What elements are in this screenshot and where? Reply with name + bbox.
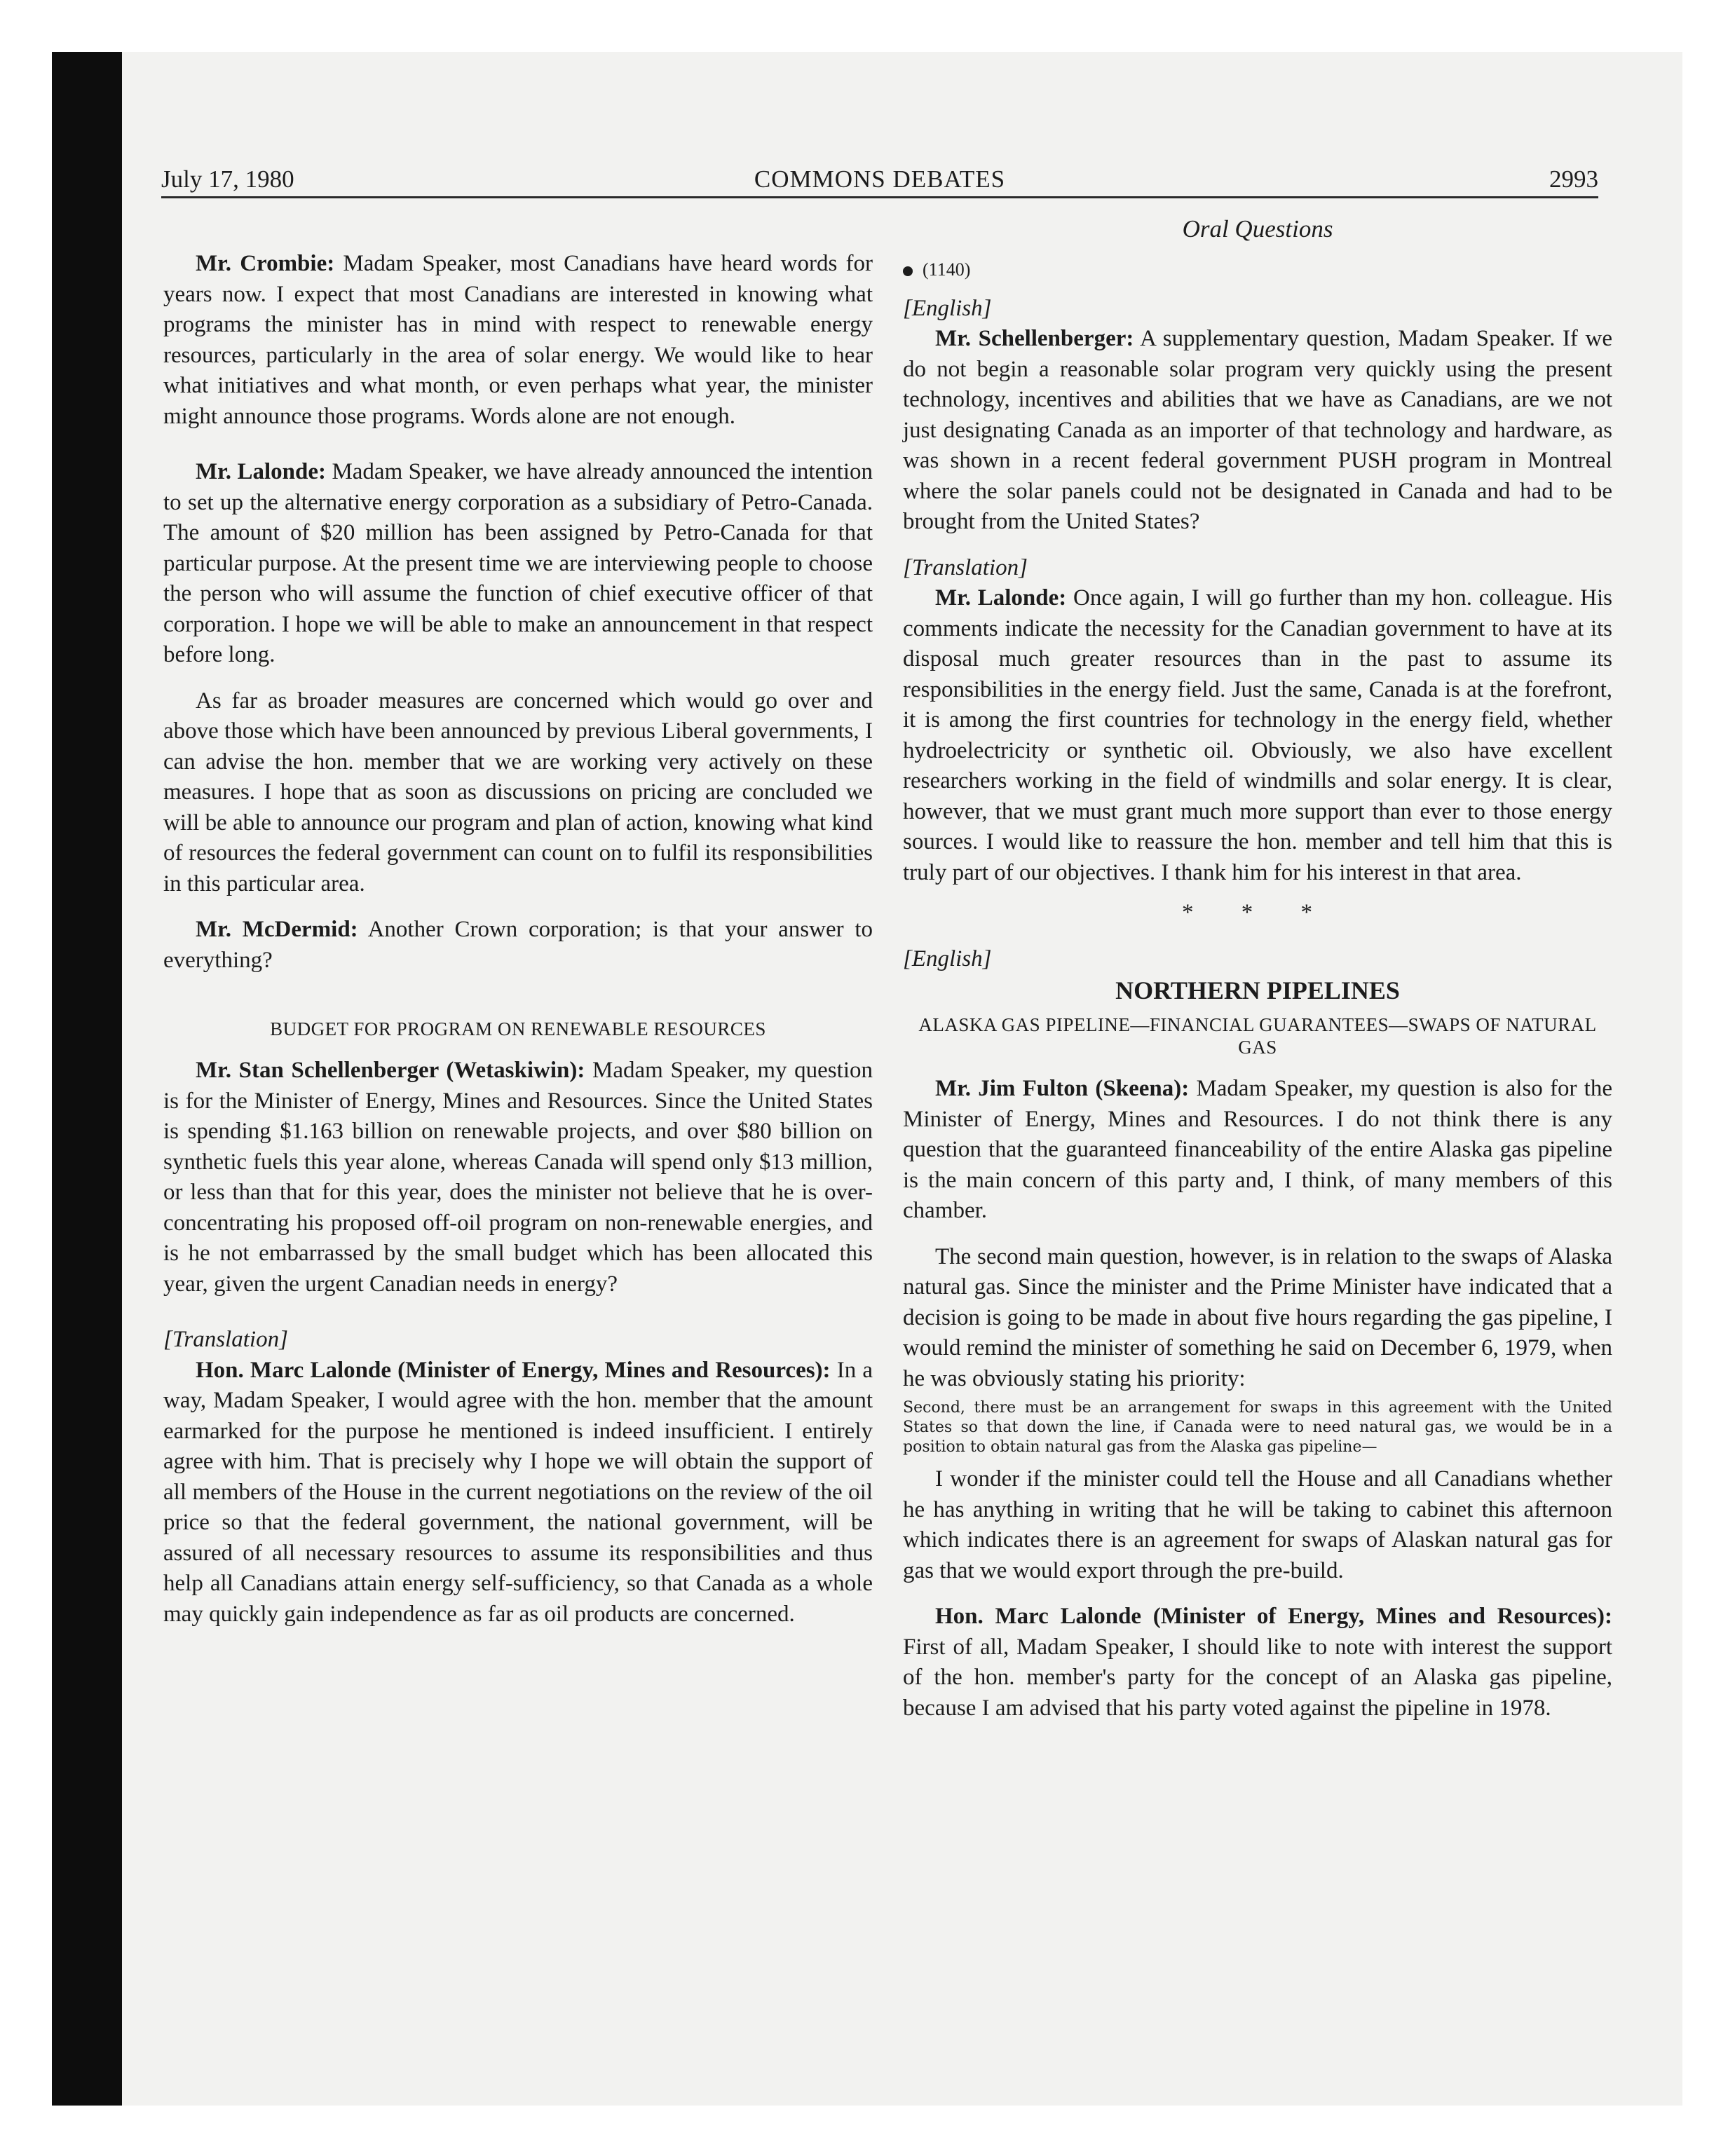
- speaker-name: Hon. Marc Lalonde (Minister of Energy, Mines and Resources):: [196, 1357, 831, 1383]
- paragraph-text: Once again, I will go further than my hon. colleague. His comments indicate the necessity for the Canadian government to have at its disposal much greater resources than in the past to assume its responsibilities in the energy field. Just the same, Canada is at the forefront, it is among the first countries for technology in the energy field, whether hydroelectricity or synthetic oil. Obviously, we also have excellent researchers working in the field of windmills and solar energy. It is clear, however, that we must grant much more support than ever to those energy sources. I would like to reassure the hon. member and tell him that this is truly part of our objectives. I thank him for his interest in that area.: [903, 585, 1612, 885]
- paragraph: [163, 249, 873, 432]
- speaker-name: Mr. McDermid:: [196, 917, 358, 942]
- header-rule: [161, 196, 1598, 198]
- language-tag: [Translation]: [163, 1327, 288, 1352]
- header-date: July 17, 1980: [161, 165, 294, 193]
- paragraph: [163, 1356, 873, 1630]
- speaker-name: Mr. Crombie:: [196, 251, 335, 276]
- paragraph-text: Madam Speaker, we have already announced the intention to set up the alternative energy corporation as a subsidiary of Petro-Canada. The amount of $20 million has been assigned by Petro-Canada for that particular purpose. At the present time we are interviewing people to choose the person who will assume the function of chief executive officer of that corporation. I hope we will be able to make an announcement in that respect before long.: [163, 459, 873, 667]
- page-number: 2993: [1549, 165, 1598, 193]
- paragraph: [163, 457, 873, 671]
- speaker-name: Mr. Schellenberger:: [935, 326, 1134, 351]
- header-title: COMMONS DEBATES: [754, 165, 1006, 193]
- language-tag: [Translation]: [903, 554, 1028, 580]
- timestamp-text: (1140): [923, 259, 971, 280]
- subheading: BUDGET FOR PROGRAM ON RENEWABLE RESOURCES: [270, 1018, 766, 1039]
- section-heading: NORTHERN PIPELINES: [1115, 976, 1400, 1004]
- paragraph-text: First of all, Madam Speaker, I should like to note with interest the support of the hon. member's party for the concept of an Alaska gas pipeline, because I am advised that his party voted against the pipeline in 1978.: [903, 1634, 1612, 1721]
- paragraph: [903, 1242, 1612, 1395]
- right-column: [903, 214, 1612, 1724]
- block-quote: Second, there must be an arrangement for swaps in this agreement with the United States so that down the line, if Canada were to need natural gas, we would be in a position to obtain natural gas from the Alaska gas pipeline—: [903, 1399, 1612, 1456]
- paragraph: [903, 1602, 1612, 1724]
- speaker-name: Mr. Stan Schellenberger (Wetaskiwin):: [196, 1058, 585, 1083]
- section-title: Oral Questions: [1182, 215, 1333, 243]
- language-tag: [English]: [903, 946, 992, 971]
- paragraph: [163, 1056, 873, 1299]
- left-column: [163, 249, 873, 1630]
- timestamp: [903, 256, 1612, 284]
- speaker-name: Mr. Jim Fulton (Skeena):: [935, 1076, 1190, 1101]
- speaker-name: Hon. Marc Lalonde (Minister of Energy, Mines and Resources):: [935, 1604, 1612, 1629]
- language-tag: [English]: [903, 295, 992, 321]
- paragraph: [903, 1074, 1612, 1227]
- paragraph: [903, 583, 1612, 888]
- binding-edge: [52, 52, 122, 2106]
- paragraph: [903, 324, 1612, 538]
- speaker-name: Mr. Lalonde:: [196, 459, 326, 484]
- paragraph-text: A supplementary question, Madam Speaker. If we do not begin a reasonable solar program very quickly using the present technology, incentives and abilities that we have as Canadians, are we not just designating Canada as an importer of that technology and hardware, as was shown in a recent federal government PUSH program in Montreal where the solar panels could not be designated in Canada and had to be brought from the United States?: [903, 326, 1612, 534]
- paragraph-text: In a way, Madam Speaker, I would agree with the hon. member that the amount earmarked for the purpose he mentioned is indeed insufficient. I entirely agree with him. That is precisely why I hope we will obtain the support of all members of the House in the current negotiations on the review of the oil price so that the federal government, the national government, will be assured of all necessary resources to assume its responsibilities and thus help all Canadians attain energy self-sufficiency, so that Canada as a whole may quickly gain independence as far as oil products are concerned.: [163, 1357, 873, 1627]
- paragraph: [163, 686, 873, 900]
- bullet-icon: [903, 266, 913, 276]
- paragraph-text: As far as broader measures are concerned which would go over and above those which have been announced by previous Liberal governments, I can advise the hon. member that we are working very actively on these measures. I hope that as soon as discussions on pricing are concluded we will be able to announce our program and plan of action, knowing what kind of resources the federal government can count on to fulfil its responsibilities in this particular area.: [163, 688, 873, 896]
- section-separator: * * *: [1182, 900, 1333, 925]
- paragraph-text: Another Crown corporation; is that your answer to everything?: [163, 917, 873, 973]
- paragraph-text: The second main question, however, is in relation to the swaps of Alaska natural gas. Since the minister and the Prime Minister have indicated that a decision is going to be made in about five hours regarding the gas pipeline, I would remind the minister of something he said on December 6, 1979, when he was obviously stating his priority:: [903, 1243, 1612, 1391]
- paragraph-text: I wonder if the minister could tell the House and all Canadians whether he has anything in writing that he will be taking to cabinet this afternoon which indicates there is an agreement for swaps of Alaskan natural gas for gas that we would export through the pre-build.: [903, 1466, 1612, 1583]
- paragraph: [903, 1464, 1612, 1586]
- paragraph: [163, 915, 873, 976]
- subheading: ALASKA GAS PIPELINE—FINANCIAL GUARANTEES—SWAPS OF NATURAL GAS: [918, 1014, 1597, 1058]
- paragraph-text: Madam Speaker, my question is for the Minister of Energy, Mines and Resources. Since the United States is spending $1.163 billion on renewable projects, and over $80 billion on synthetic fuels this year alone, whereas Canada will spend only $13 million, or less than that for this year, does the minister not believe that he is over-concentrating his proposed off-oil program on non-renewable energies, and is he not embarrassed by the small budget which has been allocated this year, given the urgent Canadian needs in energy?: [163, 1058, 873, 1297]
- paragraph-text: Madam Speaker, most Canadians have heard words for years now. I expect that most Canadians are interested in knowing what programs the minister has in mind with respect to renewable energy resources, particularly in the area of solar energy. We would like to hear what initiatives and what month, or even perhaps what year, the minister might announce those programs. Words alone are not enough.: [163, 251, 873, 429]
- paragraph-text: Madam Speaker, my question is also for the Minister of Energy, Mines and Resources. I do not think there is any question that the guaranteed financeability of the entire Alaska gas pipeline is the main concern of this party and, I think, of many members of this chamber.: [903, 1076, 1613, 1223]
- speaker-name: Mr. Lalonde:: [935, 585, 1067, 610]
